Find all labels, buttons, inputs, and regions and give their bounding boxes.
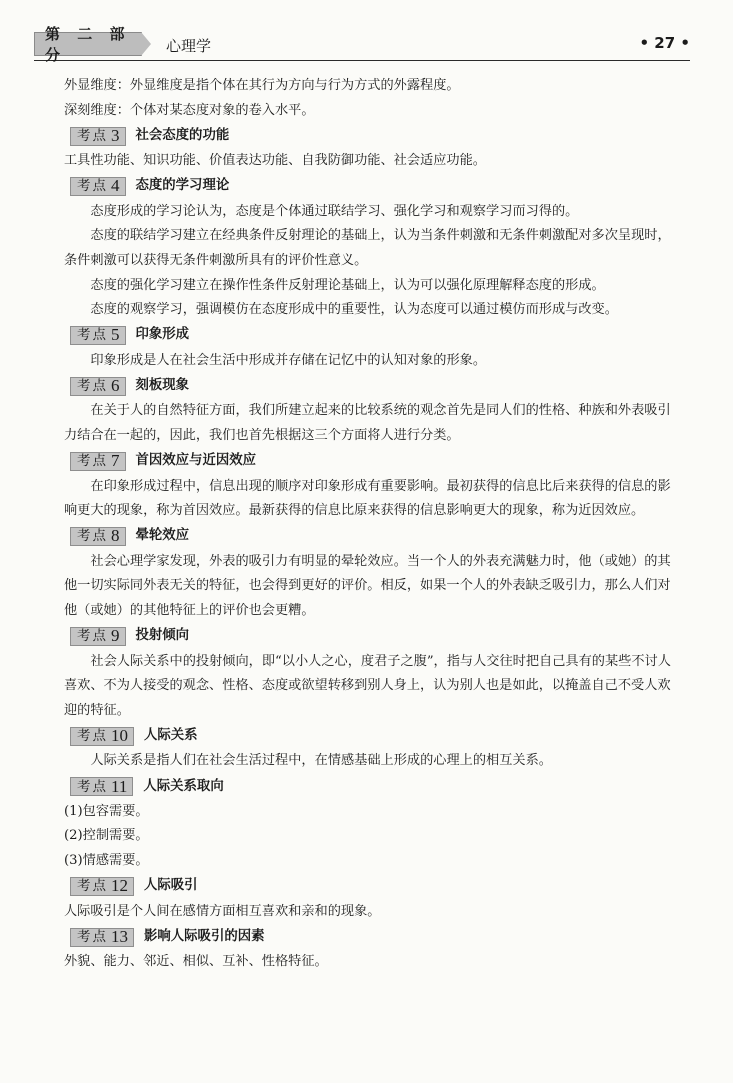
key-point-badge (70, 452, 126, 471)
key-point-title: 人际关系 (144, 727, 198, 743)
key-point-heading (70, 126, 676, 146)
key-point-badge (70, 527, 126, 546)
key-point-label: 考点 (77, 727, 108, 744)
key-point-number: 9 (111, 626, 120, 646)
key-point-badge (70, 627, 126, 646)
key-point-title: 晕轮效应 (135, 528, 190, 544)
key-point-badge (70, 177, 126, 196)
key-point-title: 人际吸引 (144, 878, 198, 894)
key-point-label: 考点 (77, 628, 108, 645)
paragraph: 态度的强化学习建立在操作性条件反射理论基础上，认为可以强化原理解释态度的形成。 (90, 277, 605, 293)
key-point-number: 5 (111, 325, 120, 345)
paragraph: 社会人际关系中的投射倾向，即“以小人之心，度君子之腹”，指与人交往时把自己具有的某些不讨人喜欢、不为人接受的观念、性格、态度或欲望转移到别人身上，认为别人也是如此，以掩盖自己不受人欢迎的特征。 (64, 653, 671, 718)
key-point-heading (70, 726, 676, 746)
key-point-number: 8 (111, 526, 120, 546)
paragraph: 工具性功能、知识功能、价值表达功能、自我防御功能、社会适应功能。 (64, 153, 486, 169)
key-point-badge (70, 928, 134, 947)
key-point-label: 考点 (77, 127, 108, 144)
paragraph: 在关于人的自然特征方面，我们所建立起来的比较系统的观念首先是同人们的性格、种族和外表吸引力结合在一起的，因此，我们也首先根据这三个方面将人进行分类。 (64, 403, 671, 443)
key-point-heading (70, 452, 676, 472)
key-point-label: 考点 (77, 178, 108, 195)
key-point-heading (70, 527, 676, 547)
page-header (34, 25, 690, 64)
key-point-label: 考点 (77, 528, 108, 545)
subject-title: 心理学 (166, 37, 212, 55)
key-point-title: 刻板现象 (135, 378, 190, 394)
key-point-label: 考点 (77, 378, 108, 395)
key-point-label: 考点 (77, 453, 108, 470)
key-point-number: 10 (111, 725, 128, 745)
key-point-number: 13 (111, 926, 128, 946)
key-point-heading (70, 326, 676, 346)
key-point-number: 4 (111, 176, 120, 196)
paragraph: (3)情感需要。 (64, 853, 149, 869)
key-point-number: 3 (111, 125, 120, 145)
key-point-title: 人际关系取向 (143, 778, 224, 794)
paragraph: (2)控制需要。 (64, 828, 149, 844)
paragraph: 外貌、能力、邻近、相似、互补、性格特征。 (64, 954, 328, 970)
key-point-title: 首因效应与近因效应 (135, 453, 257, 469)
paragraph: 深刻维度：个体对某态度对象的卷入水平。 (64, 102, 315, 118)
key-point-heading (70, 177, 676, 197)
page-body (64, 74, 676, 975)
key-point-badge (70, 326, 126, 345)
page-number: • 27 • (639, 34, 690, 52)
key-point-title: 社会态度的功能 (135, 127, 230, 143)
key-point-label: 考点 (77, 327, 108, 344)
key-point-number: 6 (111, 376, 120, 396)
paragraph: 外显维度：外显维度是指个体在其行为方向与行为方式的外露程度。 (64, 78, 460, 93)
key-point-badge (70, 377, 126, 396)
paragraph: 态度的联结学习建立在经典条件反射理论的基础上，认为当条件刺激和无条件刺激配对多次呈现时，条件刺激可以获得无条件刺激所具有的评价性意义。 (64, 228, 671, 268)
key-point-number: 7 (111, 451, 120, 471)
part-label: 第 二 部 分 (34, 32, 142, 56)
key-point-heading (70, 376, 676, 396)
paragraph: 人际关系是指人们在社会生活过程中，在情感基础上形成的心理上的相互关系。 (90, 753, 552, 769)
key-point-badge (70, 777, 133, 796)
key-point-number: 12 (111, 876, 128, 896)
paragraph: 社会心理学家发现，外表的吸引力有明显的晕轮效应。当一个人的外表充满魅力时，他（或她）的其他一切实际同外表无关的特征，也会得到更好的评价。相反，如果一个人的外表缺乏吸引力，那么人们对他（或她）的其他特征上的评价也会更糟。 (64, 553, 671, 618)
key-point-badge (70, 127, 126, 146)
key-point-title: 态度的学习理论 (135, 178, 230, 194)
key-point-heading (70, 777, 676, 797)
key-point-heading (70, 627, 676, 647)
paragraph: (1)包容需要。 (64, 803, 149, 819)
key-point-title: 投射倾向 (135, 628, 190, 644)
key-point-label: 考点 (77, 928, 108, 945)
key-point-number: 11 (111, 776, 128, 796)
key-point-title: 印象形成 (135, 327, 190, 343)
key-point-heading (70, 927, 676, 947)
key-point-badge (70, 877, 134, 896)
paragraph: 在印象形成过程中，信息出现的顺序对印象形成有重要影响。最初获得的信息比后来获得的信息的影响更大的现象，称为首因效应。最新获得的信息比原来获得的信息影响更大的现象，称为近因效应。 (64, 478, 671, 519)
key-point-label: 考点 (77, 778, 108, 795)
paragraph: 态度形成的学习论认为，态度是个体通过联结学习、强化学习和观察学习而习得的。 (90, 203, 579, 219)
paragraph: 态度的观察学习，强调模仿在态度形成中的重要性，认为态度可以通过模仿而形成与改变。 (90, 302, 618, 318)
key-point-label: 考点 (77, 878, 108, 895)
key-point-title: 影响人际吸引的因素 (144, 928, 265, 944)
paragraph: 人际吸引是个人间在感情方面相互喜欢和亲和的现象。 (64, 903, 381, 919)
key-point-badge (70, 727, 134, 746)
key-point-heading (70, 877, 676, 897)
paragraph: 印象形成是人在社会生活中形成并存储在记忆中的认知对象的形象。 (90, 352, 487, 368)
